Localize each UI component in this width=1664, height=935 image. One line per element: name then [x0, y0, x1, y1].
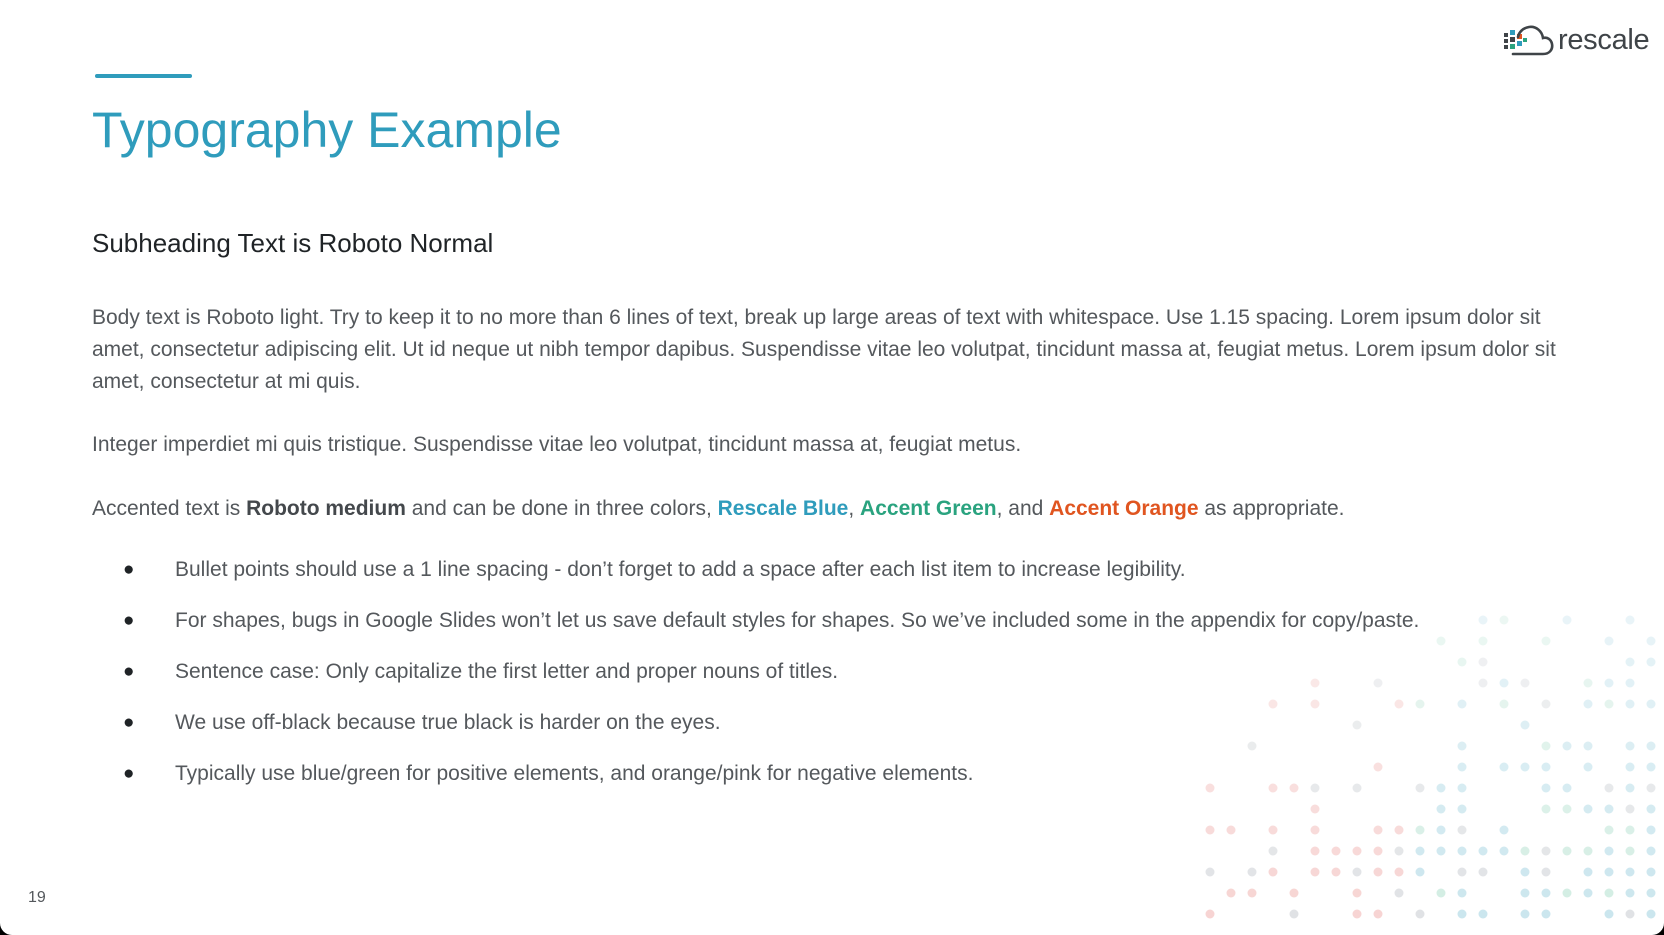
decorative-dot [1626, 679, 1635, 688]
bullet-text: Typically use blue/green for positive elements, and orange/pink for negative elements. [175, 762, 974, 785]
decorative-dot [1647, 847, 1656, 856]
decorative-dot [1626, 700, 1635, 709]
decorative-dot [1542, 910, 1551, 919]
decorative-dot [1626, 784, 1635, 793]
decorative-dot [1269, 826, 1278, 835]
decorative-dot [1458, 826, 1467, 835]
list-item [0, 554, 1600, 605]
accent-text-middle: and can be done in three colors, [405, 497, 718, 520]
decorative-dot [1416, 826, 1425, 835]
decorative-dot [1374, 910, 1383, 919]
bullet-text: For shapes, bugs in Google Slides won’t let us save default styles for shapes. So we’ve included some in the appendix for copy/paste. [175, 609, 1420, 632]
decorative-dot [1605, 868, 1614, 877]
decorative-dot [1563, 889, 1572, 898]
decorative-dot [1626, 658, 1635, 667]
decorative-dot [1521, 868, 1530, 877]
decorative-dot [1626, 910, 1635, 919]
decorative-dot [1584, 847, 1593, 856]
decorative-dot [1605, 889, 1614, 898]
decorative-dot [1458, 910, 1467, 919]
accent-text-accent-green: Accent Green [860, 497, 997, 520]
decorative-dot [1311, 868, 1320, 877]
decorative-dot [1248, 868, 1257, 877]
rescale-logo [1503, 22, 1649, 58]
decorative-dot [1479, 868, 1488, 877]
bullet-icon: ● [123, 610, 135, 631]
decorative-dot [1353, 868, 1362, 877]
decorative-dot [1626, 805, 1635, 814]
decorative-dot [1647, 700, 1656, 709]
decorative-dot [1647, 910, 1656, 919]
list-item [0, 656, 1600, 707]
decorative-dot [1521, 910, 1530, 919]
decorative-dot [1395, 847, 1404, 856]
decorative-dot [1605, 847, 1614, 856]
decorative-dot [1647, 658, 1656, 667]
decorative-dot [1584, 868, 1593, 877]
bullet-icon: ● [123, 661, 135, 682]
decorative-dot [1269, 868, 1278, 877]
subheading: Subheading Text is Roboto Normal [92, 228, 494, 258]
decorative-dot [1647, 805, 1656, 814]
decorative-dot [1626, 742, 1635, 751]
body-paragraph-1: Body text is Roboto light. Try to keep it to no more than 6 lines of text, break up large areas of text with whitespace. Use 1.15 spacing. Lorem ipsum dolor sit amet, consectetur adipiscing elit. Ut id neque ut nibh tempor dapibus. Suspendisse vitae leo volutpat, tincidunt massa at, feugiat metus. Lorem ipsum dolor sit amet, consectetur at mi quis. [92, 306, 1556, 393]
decorative-dot [1374, 868, 1383, 877]
decorative-dot [1206, 826, 1215, 835]
page-title: Typography Example [92, 102, 562, 158]
body-paragraph-2: Integer imperdiet mi quis tristique. Suspendisse vitae leo volutpat, tincidunt massa at, feugiat metus. [92, 433, 1022, 456]
decorative-dot [1353, 910, 1362, 919]
decorative-dot [1311, 826, 1320, 835]
decorative-dot [1605, 679, 1614, 688]
decorative-dot [1227, 889, 1236, 898]
decorative-dot [1626, 868, 1635, 877]
decorative-dot [1626, 889, 1635, 898]
accented-text-paragraph [92, 493, 1562, 525]
decorative-dot [1647, 868, 1656, 877]
decorative-dot [1248, 889, 1257, 898]
accent-text-intro: Accented text is [92, 497, 247, 520]
cloud-logo-icon [1503, 22, 1555, 58]
decorative-dot [1647, 784, 1656, 793]
page-number: 19 [28, 889, 46, 906]
decorative-dot [1584, 889, 1593, 898]
decorative-dot [1374, 826, 1383, 835]
decorative-dot [1647, 763, 1656, 772]
bullet-text: Sentence case: Only capitalize the first letter and proper nouns of titles. [175, 660, 839, 683]
decorative-dot [1311, 847, 1320, 856]
decorative-dot [1416, 910, 1425, 919]
decorative-dot [1458, 847, 1467, 856]
accent-text-roboto-medium: Roboto medium [246, 497, 406, 520]
bullet-icon: ● [123, 559, 135, 580]
decorative-dot [1500, 826, 1509, 835]
decorative-dot [1626, 763, 1635, 772]
decorative-dot [1542, 889, 1551, 898]
decorative-dot [1500, 847, 1509, 856]
decorative-dot [1479, 847, 1488, 856]
decorative-dot [1374, 847, 1383, 856]
decorative-dot [1437, 889, 1446, 898]
decorative-dot [1206, 868, 1215, 877]
bullet-text: We use off-black because true black is harder on the eyes. [175, 711, 721, 734]
title-accent-rule [95, 74, 192, 78]
accent-text-rescale-blue: Rescale Blue [717, 497, 849, 520]
bullet-list [0, 554, 1600, 809]
decorative-dot [1227, 826, 1236, 835]
decorative-dot [1605, 700, 1614, 709]
decorative-dot [1605, 637, 1614, 646]
decorative-dot [1290, 910, 1299, 919]
decorative-dot [1332, 868, 1341, 877]
decorative-dot [1395, 868, 1404, 877]
bullet-text: Bullet points should use a 1 line spacing - don’t forget to add a space after each list item to increase legibility. [175, 558, 1186, 581]
decorative-dot [1542, 847, 1551, 856]
accent-text-separator-1: , [848, 497, 861, 520]
decorative-dot [1647, 742, 1656, 751]
decorative-dot [1626, 826, 1635, 835]
list-item [0, 758, 1600, 809]
decorative-dot [1563, 847, 1572, 856]
decorative-dot [1647, 826, 1656, 835]
decorative-dot [1416, 868, 1425, 877]
accent-text-separator-2: , and [996, 497, 1050, 520]
decorative-dot [1353, 889, 1362, 898]
decorative-dot [1521, 847, 1530, 856]
decorative-dot [1605, 910, 1614, 919]
logo-wordmark: rescale [1558, 24, 1650, 56]
list-item [0, 707, 1600, 758]
decorative-dot [1479, 910, 1488, 919]
decorative-dot [1437, 847, 1446, 856]
decorative-dot [1395, 826, 1404, 835]
decorative-dot [1458, 889, 1467, 898]
bullet-icon: ● [123, 763, 135, 784]
decorative-dot [1437, 826, 1446, 835]
bullet-icon: ● [123, 712, 135, 733]
decorative-dot [1269, 847, 1278, 856]
decorative-dot [1416, 847, 1425, 856]
accent-text-accent-orange: Accent Orange [1049, 497, 1199, 520]
decorative-dot [1647, 889, 1656, 898]
decorative-dot [1605, 784, 1614, 793]
decorative-dot [1332, 847, 1341, 856]
decorative-dot [1647, 637, 1656, 646]
decorative-dot [1626, 616, 1635, 625]
accent-text-outro: as appropriate. [1198, 497, 1345, 520]
decorative-dot [1605, 826, 1614, 835]
decorative-dot [1290, 889, 1299, 898]
decorative-dot [1626, 847, 1635, 856]
decorative-dot [1395, 889, 1404, 898]
decorative-dot [1458, 868, 1467, 877]
decorative-dot [1542, 868, 1551, 877]
decorative-dot [1605, 805, 1614, 814]
decorative-dot [1521, 889, 1530, 898]
decorative-dot [1206, 910, 1215, 919]
decorative-dot [1353, 847, 1362, 856]
list-item [0, 605, 1600, 656]
